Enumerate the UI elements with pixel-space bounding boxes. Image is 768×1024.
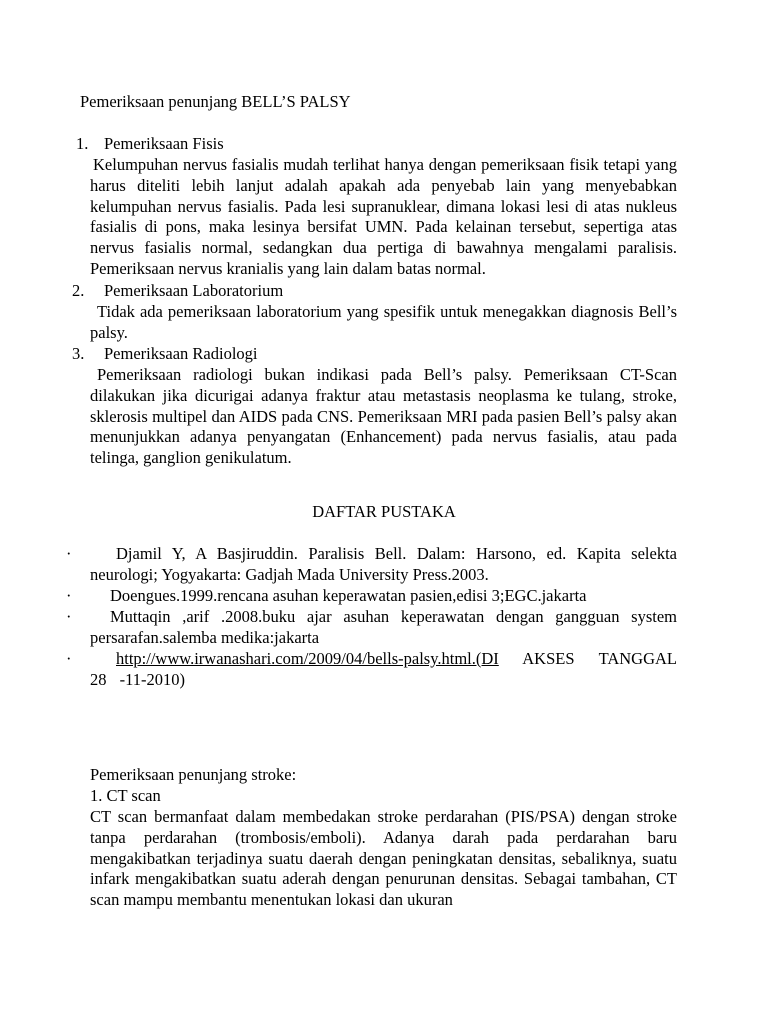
- section-3-number: 3.: [72, 344, 85, 363]
- reference-bullet: ·: [66, 586, 72, 605]
- reference-bullet: ·: [66, 649, 72, 668]
- stroke-subheading: 1. CT scan: [90, 786, 161, 805]
- section-1-heading: Pemeriksaan Fisis: [104, 134, 224, 153]
- section-2-body: Tidak ada pemeriksaan laboratorium yang spesifik untuk menegakkan diagnosis Bell’s palsy.: [90, 302, 677, 342]
- stroke-title: Pemeriksaan penunjang stroke:: [90, 765, 297, 784]
- reference-bullet: ·: [66, 607, 72, 626]
- section-2-heading: Pemeriksaan Laboratorium: [104, 281, 284, 300]
- reference-item-4: [90, 649, 677, 691]
- section-3-heading: Pemeriksaan Radiologi: [104, 344, 258, 363]
- references-title: DAFTAR PUSTAKA: [312, 502, 456, 521]
- stroke-body: CT scan bermanfaat dalam membedakan stroke perdarahan (PIS/PSA) dengan stroke tanpa perdarahan (trombosis/emboli). Adanya darah pada perdarahan baru mengakibatkan terjadinya suatu daerah dengan peningkatan densitas, sebaliknya, suatu infark mengakibatkan suatu aderah dengan penurunan densitas. Sebagai tambahan, CT scan mampu membantu menentukan lokasi dan ukuran: [90, 807, 677, 910]
- reference-item-4-rest: AKSES TANGGAL 28 -11-2010): [90, 649, 677, 689]
- section-1-body: Kelumpuhan nervus fasialis mudah terlihat hanya dengan pemeriksaan fisik tetapi yang harus diteliti lebih lanjut adalah apakah ada penyebab lain yang menyebabkan kelumpuhan nervus fasialis. Pada lesi supranuklear, dimana lokasi lesi di atas nukleus fasialis di pons, maka lesinya bersifat UMN. Pada kelainan tersebut, sepertiga atas nervus fasialis normal, sedangkan dua pertiga di bawahnya mengalami paralisis. Pemeriksaan nervus kranialis yang lain dalam batas normal.: [90, 155, 677, 278]
- reference-item-2: Doengues.1999.rencana asuhan keperawatan pasien,edisi 3;EGC.jakarta: [110, 586, 587, 605]
- reference-item-3: Muttaqin ,arif .2008.buku ajar asuhan keperawatan dengan gangguan system persarafan.salemba medika:jakarta: [90, 607, 677, 647]
- section-2-number: 2.: [72, 281, 85, 300]
- reference-bullet: ·: [66, 544, 72, 563]
- section-3-body: Pemeriksaan radiologi bukan indikasi pada Bell’s palsy. Pemeriksaan CT-Scan dilakukan jika dicurigai adanya fraktur atau metastasis neoplasma ke tulang, stroke, sklerosis multipel dan AIDS pada CNS. Pemeriksaan MRI pada pasien Bell’s palsy akan menunjukkan adanya penyangatan (Enhancement) pada nervus fasialis, atau pada telinga, ganglion genikulatum.: [90, 365, 677, 468]
- page-title: Pemeriksaan penunjang BELL’S PALSY: [80, 92, 351, 111]
- reference-link[interactable]: http://www.irwanashari.com/2009/04/bells-palsy.html.(DI: [116, 649, 499, 668]
- reference-item-1: Djamil Y, A Basjiruddin. Paralisis Bell. Dalam: Harsono, ed. Kapita selekta neurologi; Yogyakarta: Gadjah Mada University Press.2003.: [90, 544, 677, 584]
- section-1-number: 1.: [76, 134, 89, 153]
